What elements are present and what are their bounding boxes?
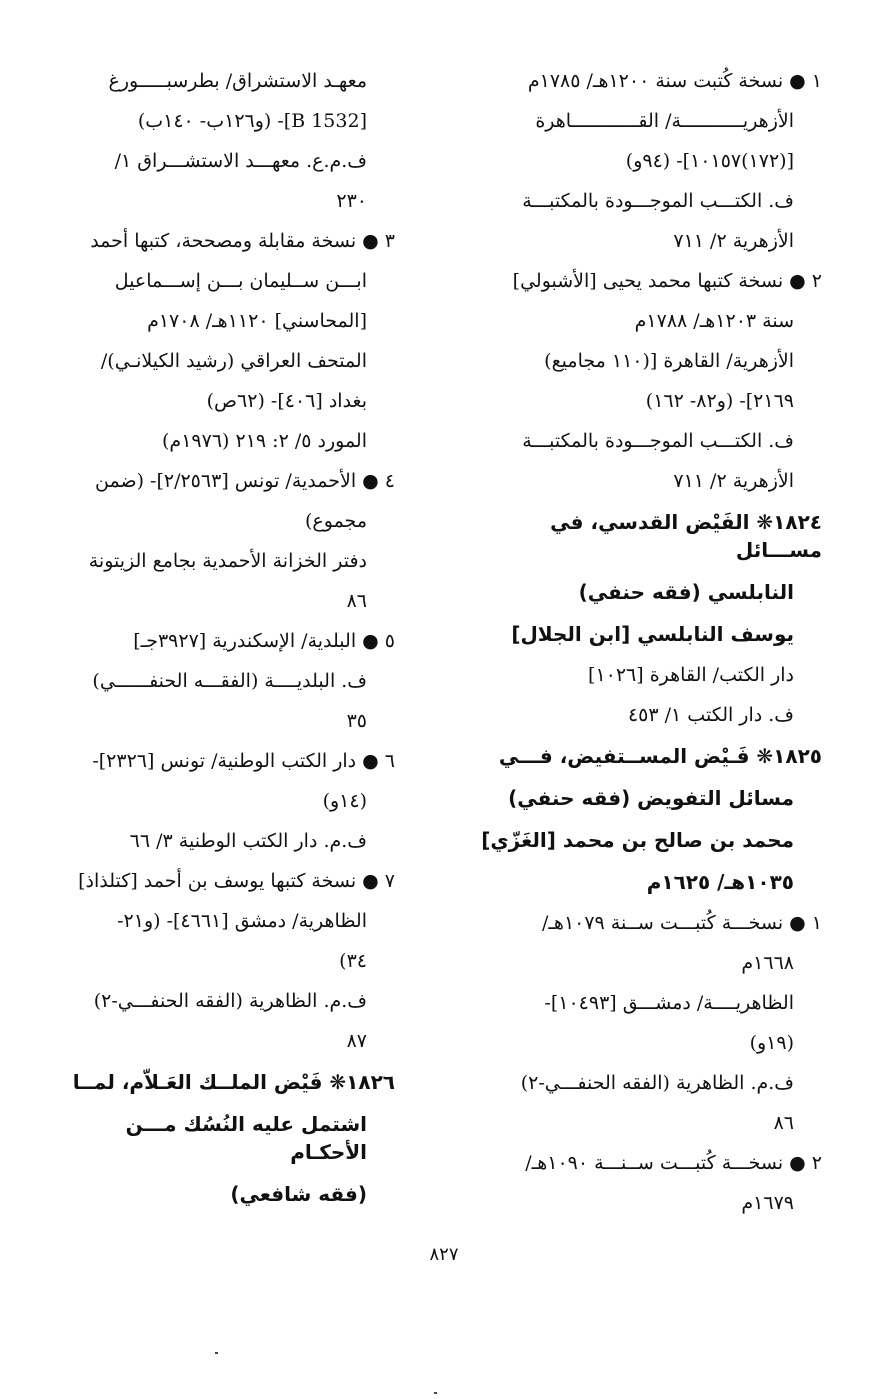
right-column — [477, 68, 822, 1230]
left-column-line: مجموع) — [305, 510, 367, 532]
left-column-line: اشتمل عليه النُسُك مـــن الأحكـام — [125, 1112, 367, 1164]
left-column-line: ٤ ● الأحمدية/ تونس [٢/٢٥٦٣]- (ضمن — [95, 470, 395, 492]
left-column-line: ٨٦ — [346, 590, 367, 612]
right-column-line: مسائل التفويض (فقه حنفي) — [508, 786, 794, 810]
left-column-line: ٣٤) — [339, 950, 367, 972]
right-column-line: ١٦٦٨م — [741, 952, 794, 974]
left-column-line: ٣٥ — [346, 710, 367, 732]
left-column-line: ف.م. الظاهرية (الفقه الحنفـــي-٢) — [93, 990, 367, 1012]
left-column-line: ف. البلديــــة (الفقـــه الحنفــــــي) — [92, 670, 367, 692]
right-column-line: الظاهريــــة/ دمشـــق [١٠٤٩٣]- — [544, 992, 794, 1014]
left-column-line: ٥ ● البلدية/ الإسكندرية [٣٩٢٧جـ] — [133, 630, 395, 652]
right-column-line: ٢ ● نسخة كتبها محمد يحيى [الأشبولي] — [512, 270, 822, 292]
left-column-line: (١٤و) — [322, 790, 367, 812]
right-column-line: ١٨٢٥❋ فَـيْض المســتفيض، فـــي — [498, 744, 822, 768]
right-column-line: ف. الكتـــب الموجـــودة بالمكتبـــة — [522, 430, 794, 452]
left-column-line: الظاهرية/ دمشق [٤٦٦١]- (و٢١- — [117, 910, 367, 932]
left-column-line: ف.م.ع. معهـــد الاستشـــراق ١/ — [114, 150, 367, 172]
right-column-line: الأزهرية/ القاهرة [(١١٠ مجاميع) — [544, 350, 794, 372]
scan-speck — [215, 1352, 218, 1354]
left-column-line: معهـد الاستشراق/ بطرسبـــــورغ — [108, 70, 367, 92]
right-column-line: ٢ ● نسخـــة كُتبـــت ســنـــة ١٠٩٠هـ/ — [525, 1152, 822, 1174]
right-column-line: محمد بن صالح بن محمد [الغَزّي] — [481, 828, 794, 852]
page-number: ٨٢٧ — [429, 1244, 459, 1265]
left-column — [50, 68, 395, 1222]
left-column-line: ٣ ● نسخة مقابلة ومصححة، كتبها أحمد — [90, 230, 395, 252]
left-column-line: (فقه شافعي) — [230, 1182, 367, 1206]
right-column-line: النابلسي (فقه حنفي) — [578, 580, 794, 604]
left-column-line: ٦ ● دار الكتب الوطنية/ تونس [٢٣٢٦]- — [92, 750, 395, 772]
right-column-line: ١٦٧٩م — [741, 1192, 794, 1214]
left-column-line: ف.م. دار الكتب الوطنية ٣/ ٦٦ — [129, 830, 367, 852]
scan-speck — [434, 1392, 437, 1394]
left-column-line: دفتر الخزانة الأحمدية بجامع الزيتونة — [88, 550, 367, 572]
right-column-line: (١٩و) — [749, 1032, 794, 1054]
right-column-line: ف. الكتـــب الموجـــودة بالمكتبـــة — [522, 190, 794, 212]
right-column-line: ١ ● نسخة كُتبت سنة ١٢٠٠هـ/ ١٧٨٥م — [527, 70, 822, 92]
left-column-line: بغداد [٤٠٦]- (٦٢ص) — [206, 390, 367, 412]
right-column-line: ١ ● نسخـــة كُتبـــت ســنة ١٠٧٩هـ/ — [541, 912, 822, 934]
left-column-line: [المحاسني] ١١٢٠هـ/ ١٧٠٨م — [147, 310, 367, 332]
right-column-line: ١٨٢٤❋ الفَيْض القدسي، في مســـائل — [550, 510, 822, 562]
right-column-line: ف.م. الظاهرية (الفقه الحنفـــي-٢) — [520, 1072, 794, 1094]
right-column-line: يوسف النابلسي [ابن الجلال] — [511, 622, 794, 646]
right-column-line: [(١٧٢)١٠١٥٧]- (٩٤و) — [625, 150, 794, 172]
left-column-line: [B 1532]- (و١٢٦ب- ١٤٠ب) — [137, 110, 367, 132]
right-column-line: ف. دار الكتب ١/ ٤٥٣ — [627, 704, 794, 726]
right-column-line: ٨٦ — [773, 1112, 794, 1134]
right-column-line: الأزهريـــــــــــة/ القــــــــــــاهرة — [535, 110, 794, 132]
left-column-line: ابـــن ســليمان بـــن إســـماعيل — [114, 270, 367, 292]
left-column-line: المورد ٥/ ٢: ٢١٩ (١٩٧٦م) — [162, 430, 367, 452]
right-column-line: الأزهرية ٢/ ٧١١ — [673, 230, 794, 252]
right-column-line: الأزهرية ٢/ ٧١١ — [673, 470, 794, 492]
right-column-line: سنة ١٢٠٣هـ/ ١٧٨٨م — [634, 310, 794, 332]
right-column-line: دار الكتب/ القاهرة [١٠٢٦] — [588, 664, 794, 686]
left-column-line: ٧ ● نسخة كتبها يوسف بن أحمد [كتلذاذ] — [78, 870, 395, 892]
right-column-line: ٢١٦٩]- (و٨٢- ١٦٢) — [645, 390, 794, 412]
left-column-line: ١٨٢٦❋ فَيْض الملــك العَـلاّم، لمــا — [72, 1070, 395, 1094]
left-column-line: ٢٣٠ — [336, 190, 367, 212]
left-column-line: المتحف العراقي (رشيد الكيلانـي)/ — [100, 350, 367, 372]
right-column-line: ١٠٣٥هـ/ ١٦٢٥م — [646, 870, 794, 894]
left-column-line: ٨٧ — [346, 1030, 367, 1052]
